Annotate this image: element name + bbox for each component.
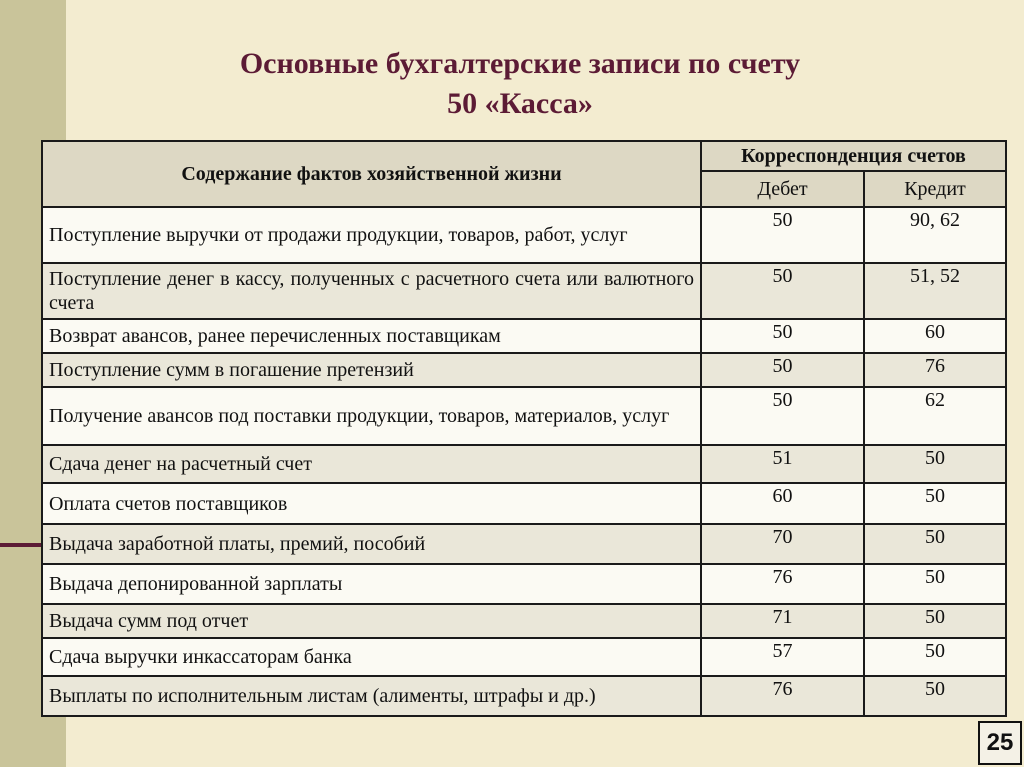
row-debit: 50 (701, 263, 864, 319)
row-credit: 50 (864, 564, 1006, 604)
accounting-entries-table (41, 140, 1007, 717)
row-credit: 76 (864, 353, 1006, 387)
table-row (42, 483, 1006, 524)
row-content: Поступление сумм в погашение претензий (42, 353, 701, 387)
row-credit: 50 (864, 483, 1006, 524)
row-credit: 50 (864, 604, 1006, 638)
row-debit: 60 (701, 483, 864, 524)
row-debit: 70 (701, 524, 864, 564)
row-credit: 50 (864, 676, 1006, 716)
table-row (42, 319, 1006, 353)
table-row (42, 564, 1006, 604)
row-content: Сдача выручки инкассаторам банка (42, 638, 701, 676)
row-credit: 50 (864, 638, 1006, 676)
table-row (42, 676, 1006, 716)
slide-title (160, 44, 880, 124)
row-credit: 50 (864, 524, 1006, 564)
table-row (42, 604, 1006, 638)
row-credit: 51, 52 (864, 263, 1006, 319)
row-content: Выплаты по исполнительным листам (алименты, штрафы и др.) (42, 676, 701, 716)
header-debit: Дебет (701, 171, 864, 207)
row-content: Оплата счетов поставщиков (42, 483, 701, 524)
slide-title-line-1: Основные бухгалтерские записи по счету (239, 47, 801, 80)
row-content: Сдача денег на расчетный счет (42, 445, 701, 483)
row-debit: 50 (701, 387, 864, 445)
row-credit: 60 (864, 319, 1006, 353)
table-row (42, 353, 1006, 387)
table-row (42, 207, 1006, 263)
table-row (42, 445, 1006, 483)
row-content: Выдача заработной платы, премий, пособий (42, 524, 701, 564)
row-content: Возврат авансов, ранее перечисленных поставщикам (42, 319, 701, 353)
row-credit: 50 (864, 445, 1006, 483)
page-number-badge: 25 (978, 721, 1022, 765)
row-content: Поступление выручки от продажи продукции, товаров, работ, услуг (42, 207, 701, 263)
row-debit: 76 (701, 564, 864, 604)
row-debit: 57 (701, 638, 864, 676)
table-row (42, 524, 1006, 564)
row-content: Получение авансов под поставки продукции, товаров, материалов, услуг (42, 387, 701, 445)
slide-title-line-2: 50 «Касса» (447, 87, 593, 120)
row-debit: 51 (701, 445, 864, 483)
header-credit: Кредит (864, 171, 1006, 207)
table-row (42, 387, 1006, 445)
row-debit: 50 (701, 353, 864, 387)
header-content: Содержание фактов хозяйственной жизни (42, 141, 701, 207)
row-debit: 50 (701, 207, 864, 263)
header-correspondence: Корреспонденция счетов (701, 141, 1006, 171)
row-credit: 62 (864, 387, 1006, 445)
row-debit: 76 (701, 676, 864, 716)
row-debit: 50 (701, 319, 864, 353)
table-row (42, 263, 1006, 319)
row-credit: 90, 62 (864, 207, 1006, 263)
row-content: Выдача сумм под отчет (42, 604, 701, 638)
row-content: Выдача депонированной зарплаты (42, 564, 701, 604)
row-debit: 71 (701, 604, 864, 638)
row-content: Поступление денег в кассу, полученных с расчетного счета или валютного счета (42, 263, 701, 319)
table-row (42, 638, 1006, 676)
